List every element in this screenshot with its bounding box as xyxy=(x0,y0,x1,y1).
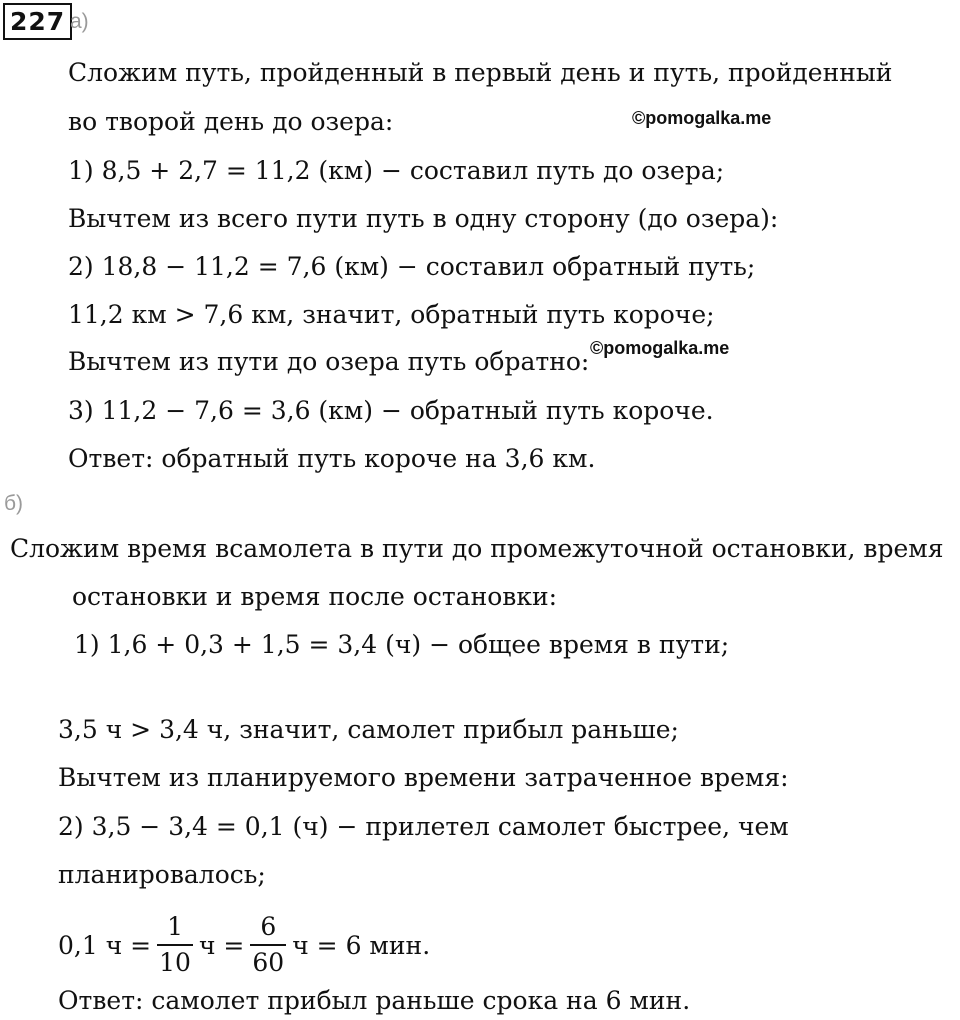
fraction-mid: ч = xyxy=(198,930,245,960)
part-b-line-2: остановки и время после остановки: xyxy=(72,582,558,611)
part-a-answer: Ответ: обратный путь короче на 3,6 км. xyxy=(68,444,596,473)
fraction-conversion xyxy=(58,900,430,990)
part-a-line-3: 1) 8,5 + 2,7 = 11,2 (км) − составил путь до озера; xyxy=(68,156,725,185)
part-b-label: б) xyxy=(4,492,24,515)
fraction-1 xyxy=(157,910,193,980)
part-a-line-5: 2) 18,8 − 11,2 = 7,6 (км) − составил обратный путь; xyxy=(68,252,756,281)
part-a-line-1: Сложим путь, пройденный в первый день и путь, пройденный xyxy=(68,58,893,87)
fraction-1-numerator: 1 xyxy=(157,910,193,946)
part-b-line-3: 1) 1,6 + 0,3 + 1,5 = 3,4 (ч) − общее время в пути; xyxy=(74,630,730,659)
fraction-2-numerator: 6 xyxy=(250,910,286,946)
fraction-1-denominator: 10 xyxy=(159,948,191,977)
part-a-line-8: 3) 11,2 − 7,6 = 3,6 (км) − обратный путь короче. xyxy=(68,396,714,425)
part-b-line-4: 3,5 ч > 3,4 ч, значит, самолет прибыл раньше; xyxy=(58,715,679,744)
watermark-2: ©pomogalka.me xyxy=(590,338,730,358)
part-b-line-5: Вычтем из планируемого времени затраченное время: xyxy=(58,763,789,792)
fraction-2 xyxy=(250,910,286,980)
fraction-end: ч = 6 мин. xyxy=(292,930,431,960)
part-b-line-6: 2) 3,5 − 3,4 = 0,1 (ч) − прилетел самолет быстрее, чем xyxy=(58,812,789,841)
part-b-line-1: Сложим время всамолета в пути до промежуточной остановки, время xyxy=(10,534,944,563)
part-b-line-7: планировалось; xyxy=(58,860,266,889)
part-a-label: а) xyxy=(70,10,89,33)
part-a-line-6: 11,2 км > 7,6 км, значит, обратный путь короче; xyxy=(68,300,715,329)
fraction-start: 0,1 ч = xyxy=(58,930,152,960)
fraction-2-denominator: 60 xyxy=(252,948,285,977)
part-a-line-7: Вычтем из пути до озера путь обратно: xyxy=(68,347,590,376)
part-b-answer: Ответ: самолет прибыл раньше срока на 6 мин. xyxy=(58,986,691,1015)
part-a-line-2: во творой день до озера: xyxy=(68,107,394,136)
part-a-line-4: Вычтем из всего пути путь в одну сторону (до озера): xyxy=(68,204,779,233)
exercise-number: 227 xyxy=(3,3,72,40)
watermark-1: ©pomogalka.me xyxy=(632,108,772,128)
